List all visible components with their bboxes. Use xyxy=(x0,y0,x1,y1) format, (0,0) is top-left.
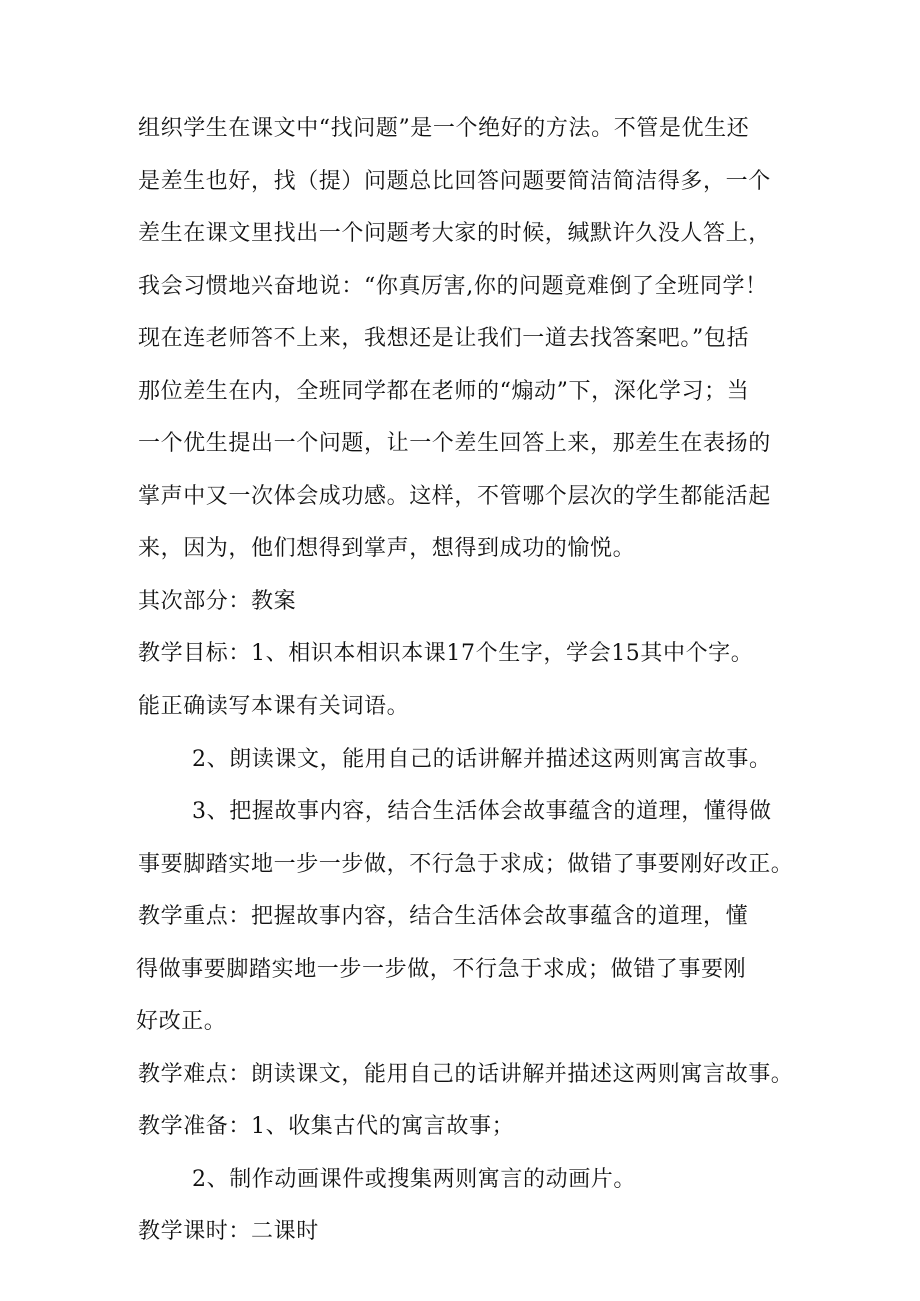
paragraph-line: 来，因为，他们想得到掌声，想得到成功的愉悦。 xyxy=(138,536,636,561)
paragraph-line: 组织学生在课文中“找问题”是一个绝好的方法。不管是优生还 xyxy=(138,116,750,141)
paragraph-line: 差生在课文里找出一个问题考大家的时候，缄默许久没人答上， xyxy=(138,221,771,246)
teaching-goals-line: 2、朗读课文，能用自己的话讲解并描述这两则寓言故事。 xyxy=(192,747,772,772)
paragraph-line: 现在连老师答不上来，我想还是让我们一道去找答案吧。”包括 xyxy=(138,326,750,351)
paragraph-line: 我会习惯地兴奋地说：“你真厉害,你的问题竟难倒了全班同学！ xyxy=(138,274,768,299)
teaching-goals-line: 3、把握故事内容，结合生活体会故事蕴含的道理，懂得做 xyxy=(192,799,772,824)
paragraph-line: 掌声中又一次体会成功感。这样，不管哪个层次的学生都能活起 xyxy=(138,484,771,509)
teaching-goals-line: 事要脚踏实地一步一步做，不行急于求成；做错了事要刚好改正。 xyxy=(138,852,794,877)
key-points-line: 教学重点：把握故事内容，结合生活体会故事蕴含的道理，懂 xyxy=(138,904,749,929)
paragraph-line: 那位差生在内，全班同学都在老师的“煽动”下，深化学习；当 xyxy=(138,379,750,404)
preparation-line: 教学准备：1、收集古代的寓言故事； xyxy=(138,1114,515,1139)
key-points-line: 好改正。 xyxy=(136,1009,227,1034)
teaching-goals-line: 教学目标：1、相识本相识本课17个生字，学会15其中个字。 xyxy=(138,641,754,666)
key-points-line: 得做事要脚踏实地一步一步做，不行急于求成；做错了事要刚 xyxy=(136,957,747,982)
class-hours-line: 教学课时：二课时 xyxy=(138,1219,319,1244)
teaching-goals-line: 能正确读写本课有关词语。 xyxy=(138,694,410,719)
section-heading: 其次部分：教案 xyxy=(138,589,297,614)
difficulty-line: 教学难点：朗读课文，能用自己的话讲解并描述这两则寓言故事。 xyxy=(138,1062,794,1087)
paragraph-line: 一个优生提出一个问题，让一个差生回答上来，那差生在表扬的 xyxy=(138,431,771,456)
paragraph-line: 是差生也好，找（提）问题总比回答问题要简洁简洁得多，一个 xyxy=(138,169,771,194)
preparation-line: 2、制作动画课件或搜集两则寓言的动画片。 xyxy=(192,1167,636,1192)
